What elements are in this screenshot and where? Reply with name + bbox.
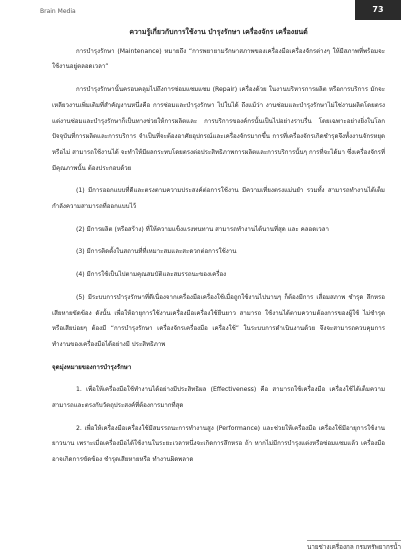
- page-footer: นายช่างเครื่องกล กรมทรัพยากรน้ำ: [307, 540, 401, 552]
- paragraph-gap: [52, 353, 385, 360]
- paragraph-gap: [52, 176, 385, 183]
- brand-label: Brain Media: [40, 8, 76, 15]
- paragraph-gap: [52, 215, 385, 222]
- page-body: [52, 25, 385, 468]
- paragraph-gap: [52, 283, 385, 290]
- paragraph-gap: [52, 414, 385, 421]
- paragraph-gap: [52, 375, 385, 382]
- numbered-item: (1) มีการออกแบบที่ดีและตรงตามความประสงค์ต่อการใช้งาน มีความเที่ยงตรงแม่นยำ รวมทั้ง สามารถทำงานได้เต็มกำลังความสามารถที่ออกแบบไว้: [52, 187, 385, 211]
- numbered-item: (2) มีการผลิต (หรือสร้าง) ที่ให้ความแข็งแรงทนทาน สามารถทำงานได้นานที่สุด และ คลอดเวลา: [76, 225, 329, 233]
- paragraph-gap: [52, 260, 385, 267]
- page-header: [0, 0, 419, 20]
- paragraph-gap: [52, 237, 385, 244]
- paragraph-gap: [52, 75, 385, 82]
- section-subheading: จุดมุ่งหมายของการบำรุงรักษา: [52, 363, 132, 371]
- intro-paragraph: การบำรุงรักษา (Maintenance) หมายถึง “การพยายามรักษาสภาพของเครื่องมือเครื่องจักรต่างๆ ให้มีสภาพที่พร้อมจะใช้งานอยู่ตลอดเวลา”: [52, 47, 385, 71]
- body-paragraph: การบำรุงรักษานั้นครอบคลุมไปถึงการซ่อมแซมแซม (Repair) เครื่องด้วย ในงานบริหารการผลิต หรือการบริการ มักจะเหลียวงานเพิ่มเติมที่สำคัญงานหนึ่งคือ การซ่อมและบำรุงรักษา ไปในได้ ถึงแม้ว่า งานซ่อมและบำรุงรักษาไม่ใช่งานผลิตโดยตรง แต่งานซ่อมและบำรุงรักษาก็เป็นทางช่วยให้การผลิตและ การบริการของค์กรนั้นเป็นไปอย่างราบรื่น โดยเฉพาะอย่างยิ่งในโลกปัจจุบันที่การผลิตและการบริการ จำเป็นที่จะต้องอาศัยอุปกรณ์และเครื่องจักรมากขึ้น การที่เครื่องจักรเกิดชำรุดจึงทั้งงานจักรหยุดหรือไม่ สามารถใช้งานได้ จะทำให้มีผลกระทบโดยตรงต่อประสิทธิภาพการผลิตและการบริการนั้นๆ การที่จะได้มา ซึ่งเครื่องจักรที่มีคุณภาพนั้น ต้องประกอบด้วย: [52, 86, 385, 172]
- aim-item: 2. เพื่อให้เครื่องมือเครื่องใช้มีสมรรถนะการทำงานสูง (Performance) และช่วยให้เครื่องมือ เครื่องใช้มีอายุการใช้งานยาวนาน เพราะเมื่อเครื่องมือได้ใช้งานในระยะเวลาหนึ่งจะเกิดการสึกหรอ ถ้า หากไม่มีการบำรุงแต่งหรือซ่อมแซมแล้ว เครื่องมืออาจเกิดการขัดข้อง ชำรุดเสียหายหรือ ทำงานผิดพลาด: [52, 424, 385, 464]
- numbered-item: (3) มีการติดตั้งในสถานที่ที่เหมาะสมและสะดวกต่อการใช้งาน: [76, 248, 237, 256]
- page-number-badge: 73: [355, 0, 401, 20]
- numbered-item: (5) มีระบบการบำรุงรักษาที่ดีเนื่องจากเครื่องมือเครื่องใช้เมื่อถูกใช้งานไปนานๆ ก็ต้องมีการ เสื่อมสภาพ ชำรุด สึกหรอ เสียหายขัดข้อง ดังนั้น เพื่อให้อายุการใช้งานเครื่องมือเครื่องใช้ยืนยาว สามารถ ใช้งานได้ตามความต้องการของผู้ใช้ ไม่ชำรุดหรือเสียบ่อยๆ ต้องมี “การบำรุงรักษา เครื่องจักรเครื่องมือ เครื่องใช้” ในระบบการดำเนินงานด้วย จึงจะสามารถควบคุมการทำงานของเครื่องมือได้อย่างมี ประสิทธิภาพ: [52, 293, 385, 348]
- numbered-item: (4) มีการใช้เป็นไปตามคุณสมบัติและสมรรถนะของเครื่อง: [76, 271, 227, 279]
- aim-item: 1. เพื่อให้เครื่องมือใช้ทำงานได้อย่างมีประสิทธิผล (Effectiveness) คือ สามารถใช้เครื่องมือ เครื่องใช้ได้เต็มความสามารถและตรงกับวัตถุประสงค์ที่ต้องการมากที่สุด: [52, 386, 385, 410]
- document-title: ความรู้เกี่ยวกับการใช้งาน บำรุงรักษา เครื่องจักร เครื่องยนต์: [129, 28, 308, 36]
